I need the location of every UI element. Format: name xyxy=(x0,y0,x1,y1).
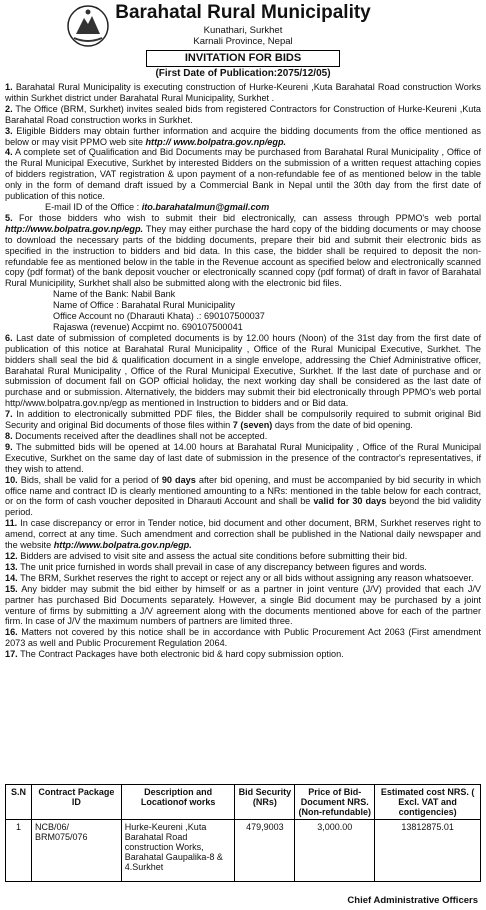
clause-8: 8. Documents received after the deadlines shall not be accepted. xyxy=(5,431,268,441)
clause-7: 7. In addition to electronically submitted PDF files, the Bidder shall be compulsorily required to submit original Bid Security and original Bid documents of those files within 7 (seven) days from the date of bid opening. xyxy=(5,409,481,431)
clause-15: 15. Any bidder may submit the bid either by himself or as a partner in joint venture (J/V) provided that each J/V partner has purchased Bid Documents separately. However, a single Bid document may be purchased by a joint venture of firms by submitting a J/V agreement along with the documents mentioned above for each of the partner firm. In case of J/V the maximum numbers of partners are limited three. xyxy=(5,583,482,627)
clause-12: 12. Bidders are advised to visit site and assess the actual site conditions before submitting their bid. xyxy=(5,550,408,561)
municipality-title: Barahatal Rural Municipality xyxy=(115,2,371,23)
clause-13: 13. The unit price furnished in words shall prevail in case of any discrepancy between figures and words. xyxy=(5,561,427,572)
table-cell: 3,000.00 xyxy=(295,820,375,882)
address-line-1: Kunathari, Surkhet xyxy=(203,25,283,36)
table-cell: 13812875.01 xyxy=(375,820,481,882)
clause-2: 2. The Office (BRM, Surkhet) invites sealed bids from registered Contractors for Construction of Hurke-Keureni ,Kuta Barahatal Road construction works in Surkhet. xyxy=(5,103,481,125)
clause-10: 10. Bids, shall be valid for a period of 90 days after bid opening, and must be accompanied by bid security in which office name and contract ID is clearly mentioned amounting to a NRs: mentioned in the table below for each contract, or on the form of cash voucher deposited in Dharauti Account and shall be valid for 30 days beyond the bid validity period. xyxy=(5,474,481,518)
col-header: Bid Security (NRs) xyxy=(235,785,295,820)
clause-9: 9. The submitted bids will be opened at 14.00 hours at Barahatal Rural Municipality , Office of the Rural Municipal Executive, Surkhet on the same day of last date of submission in the presence of the contractor's representatives, if they wish to attend. xyxy=(5,441,482,474)
clause-1: 1. Barahatal Rural Municipality is executing construction of Hurke-Keureni ,Kuta Barahatal Road construction Works within Surkhet district under Barahatal Rural Municipality, Surkhet . xyxy=(5,82,481,103)
clause-5: 5. For those bidders who wish to submit their bid electronically, can assess through PPMO's web portal http://www.bolpatra.gov.np/egp. They may either purchase the hard copy of the bidding documents or may choose to download the necessary parts of the bidding documents, prepare their bid and submit their electronic bids as specified in the instruction to bidders and bid data. In this case, the bidder shall be required to deposit the non-refundable fee as mentioned below in the table in the Revenue account as specified below and electronically scanned copy (pdf format) of the bank deposit voucher or electronically scanned copy (pdf format) of draft in favor of Barahatal Rural Municipility, Surkhet shall also be submitted along with the electronic bid files. xyxy=(5,212,481,289)
table-cell: 1 xyxy=(6,820,32,882)
col-header: Price of Bid-Document NRS. (Non-refundable) xyxy=(295,785,375,820)
table-row xyxy=(6,820,481,882)
contract-package-table xyxy=(5,784,481,882)
bolpatra-link[interactable]: http://www.bolpatra.gov.np/egp. xyxy=(53,540,192,551)
col-header: Contract Package ID xyxy=(31,785,121,820)
clause-11: 11. In case discrepancy or error in Tender notice, bid document and other document, BRM, Surkhet reserves right to amend, correct at any time. Such amendment and correction shall be published in the National daily newspaper and the website http://www.bolpatra.gov.np/egp. xyxy=(5,518,481,551)
bank-name: Name of the Bank: Nabil Bank xyxy=(53,289,176,300)
ppmo-link[interactable]: http:// www.bolpatra.gov.np/egp. xyxy=(145,136,287,147)
office-account: Office Account no (Dharauti Khata) .: 690107500037 xyxy=(53,311,265,322)
office-email[interactable]: ito.barahatalmun@gmail.com xyxy=(141,201,270,212)
office-email-line: E-mail ID of the Office : ito.barahatalmun@gmail.com xyxy=(45,201,270,212)
office-name: Name of Office : Barahatal Rural Municipality xyxy=(53,300,235,311)
col-header: Description and Locationof works xyxy=(121,785,235,820)
table-cell: NCB/06/ BRM075/076 xyxy=(31,820,121,882)
notice-title-box: INVITATION FOR BIDS xyxy=(146,50,340,67)
revenue-account: Rajaswa (revenue) Accpimt no. 690107500041 xyxy=(53,321,243,332)
col-header: Estimated cost NRS. ( Excl. VAT and contigencies) xyxy=(375,785,481,820)
publication-date: (First Date of Publication:2075/12/05) xyxy=(155,68,331,79)
clause-3: 3. Eligible Bidders may obtain further information and acquire the bidding documents from the office mentioned as below or may visit PPMO web site http:// www.bolpatra.gov.np/egp. xyxy=(5,125,481,147)
table-header-row xyxy=(6,785,481,820)
signatory: Chief Administrative Officers xyxy=(347,895,478,906)
address-line-2: Karnali Province, Nepal xyxy=(193,36,293,47)
clause-4: 4. A complete set of Qualification and Bid Documents may be purchased from Barahatal Rural Municipality , Office of the Rural Municipal Executive, Surkhet by interested Bidders on the submission of a written request attaching copies of bidders registration, VAT registration & upon payment of a non-refundable fee of as mentioned below in the table only in the form of demand draft issued by a Commercial Bank in Nepal until the 30th day from the first date of publication of this notice. xyxy=(5,147,482,202)
clause-6: 6. Last date of submission of completed documents is by 12.00 hours (Noon) of the 31st day from the first date of publication of this notice at Barahatal Rural Municipality , Office of the Rural Municipal Executive, Surkhet. The bidders shall seal the bid & qualification document in a single envelope, addressing the Chief Administrative officer, Barahatal Rural Municipality , Office of the Rural Municipal Executive, Surkhet. If the last date of purchase and or submission of document fall on GOP official holiday, the next working day shall be considered as the last date of purchase and or submission. Alternatively, the bidders may submit their bid electronically through PPMO's web portal http//www.bolpatra.gov.np/egp as mentioned in Instruction to bidders and or Bid data. xyxy=(5,332,481,409)
ppmo-portal-link[interactable]: http://www.bolpatra.gov.np/egp. xyxy=(5,223,144,234)
table-cell: 479,9003 xyxy=(235,820,295,882)
clause-16: 16. Matters not covered by this notice shall be in accordance with Public Procurement Act 2063 (First amendment 2073 as well and Public Procurement Regulation 2064. xyxy=(5,627,481,649)
notice-body xyxy=(5,82,481,660)
col-header: S.N xyxy=(6,785,32,820)
table-cell: Hurke-Keureni ,Kuta Barahatal Road construction Works, Barahatal Gaupalika-8 & 4.Surkhet xyxy=(121,820,235,882)
clause-14: 14. The BRM, Surkhet reserves the right to accept or reject any or all bids without assigning any reason whatsoever. xyxy=(5,572,474,583)
clause-17: 17. The Contract Packages have both electronic bid & hard copy submission option. xyxy=(5,649,344,660)
